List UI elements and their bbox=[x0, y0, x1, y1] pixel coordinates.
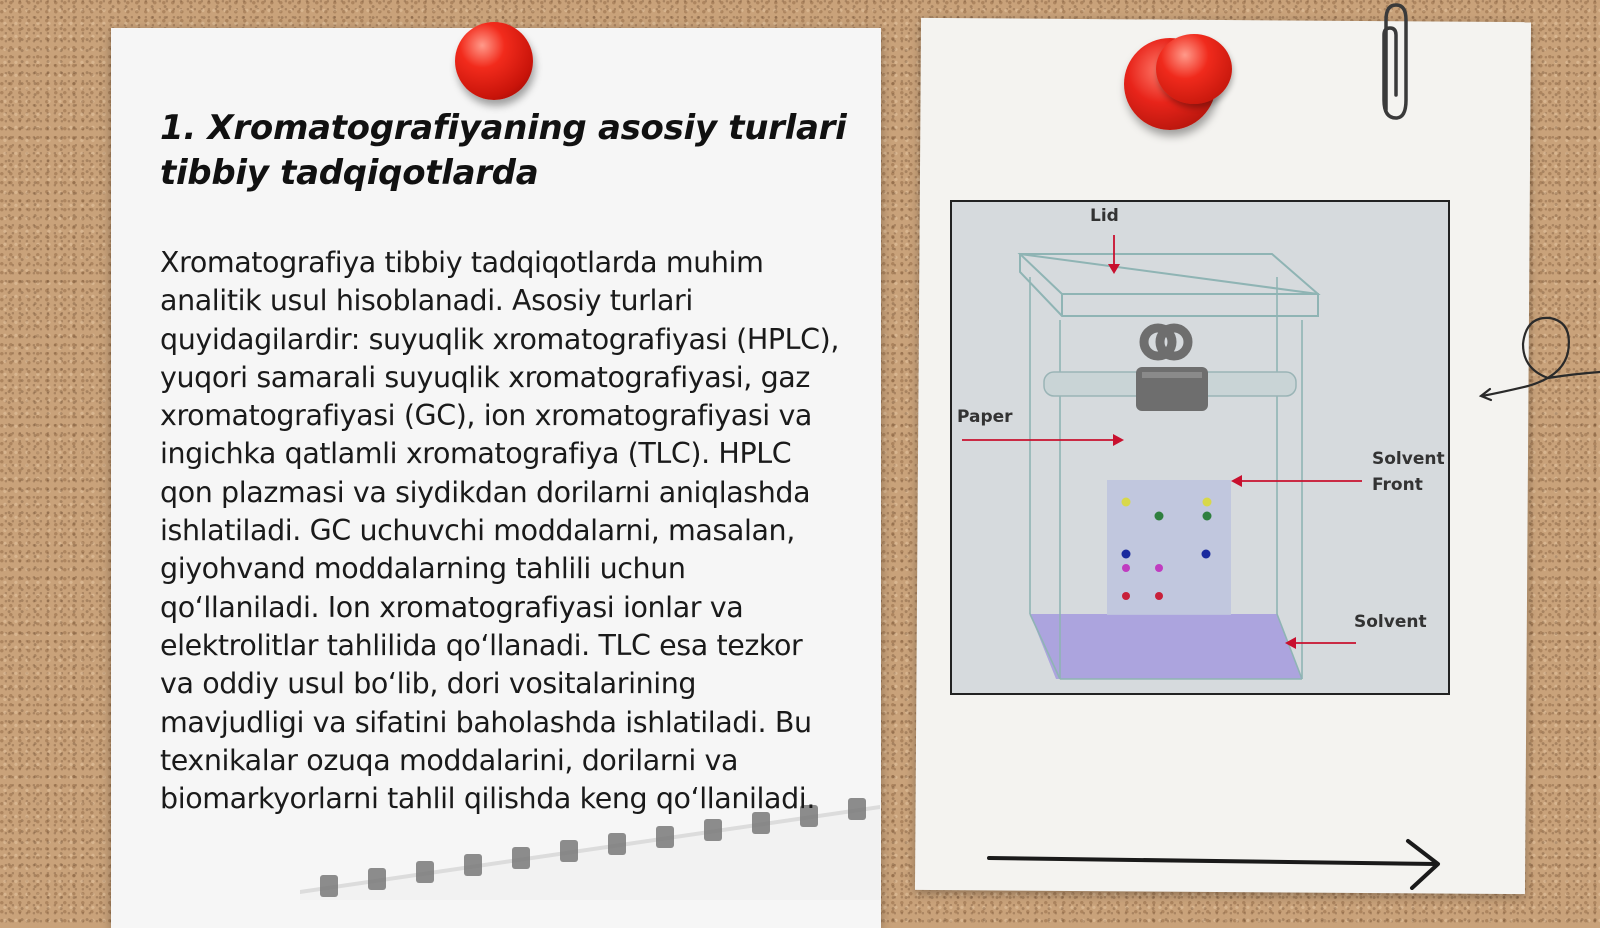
right-arrow-icon bbox=[985, 838, 1445, 890]
solvent-front-label-line1: Solvent bbox=[1372, 449, 1445, 469]
red-pushpin-icon bbox=[1156, 34, 1232, 104]
solvent-front-label-line2: Front bbox=[1372, 475, 1423, 495]
solvent-pool bbox=[1030, 614, 1302, 679]
paper-label: Paper bbox=[957, 407, 1013, 427]
slide-body-text: Xromatografiya tibbiy tadqiqotlarda muhim analitik usul hisoblanadi. Asosiy turlari quyidagilardir: suyuqlik xromatografiyasi (HPLC), yuqori samarali suyuqlik xromatografiyasi, gaz xromatografiyasi (GC), ion xromatografiyasi va ingichka qatlamli xromatografiya (TLC). HPLC qon plazmasi va siydikdan dorilarni aniqlashda ishlatiladi. GC uchuvchi moddalarni, masalan, giyohvand moddalarning tahlili uchun qo‘llaniladi. Ion xromatografiyasi ionlar va elektrolitlar tahlilida qo‘llanadi. TLC esa tezkor va oddiy usul bo‘lib, dori vositalarining mavjudligi va sifatini baholashda ishlatiladi. Bu texnikalar ozuqa moddalarini, dorilarni va biomarkyorlarni tahlil qilishda keng qo‘llaniladi. bbox=[160, 246, 840, 816]
paperclip-icon bbox=[1374, 0, 1418, 125]
red-pushpin-icon bbox=[455, 22, 533, 100]
solvent-label: Solvent bbox=[1354, 612, 1427, 632]
slide-heading: 1. Xromatografiyaning asosiy turlari tibbiy tadqiqotlarda bbox=[160, 108, 847, 193]
lid-label: Lid bbox=[1090, 206, 1119, 226]
lid bbox=[1020, 254, 1318, 316]
loop-arrow-doodle-icon bbox=[1478, 314, 1600, 404]
chromatography-diagram bbox=[950, 200, 1450, 695]
clip-icon bbox=[1136, 328, 1208, 411]
